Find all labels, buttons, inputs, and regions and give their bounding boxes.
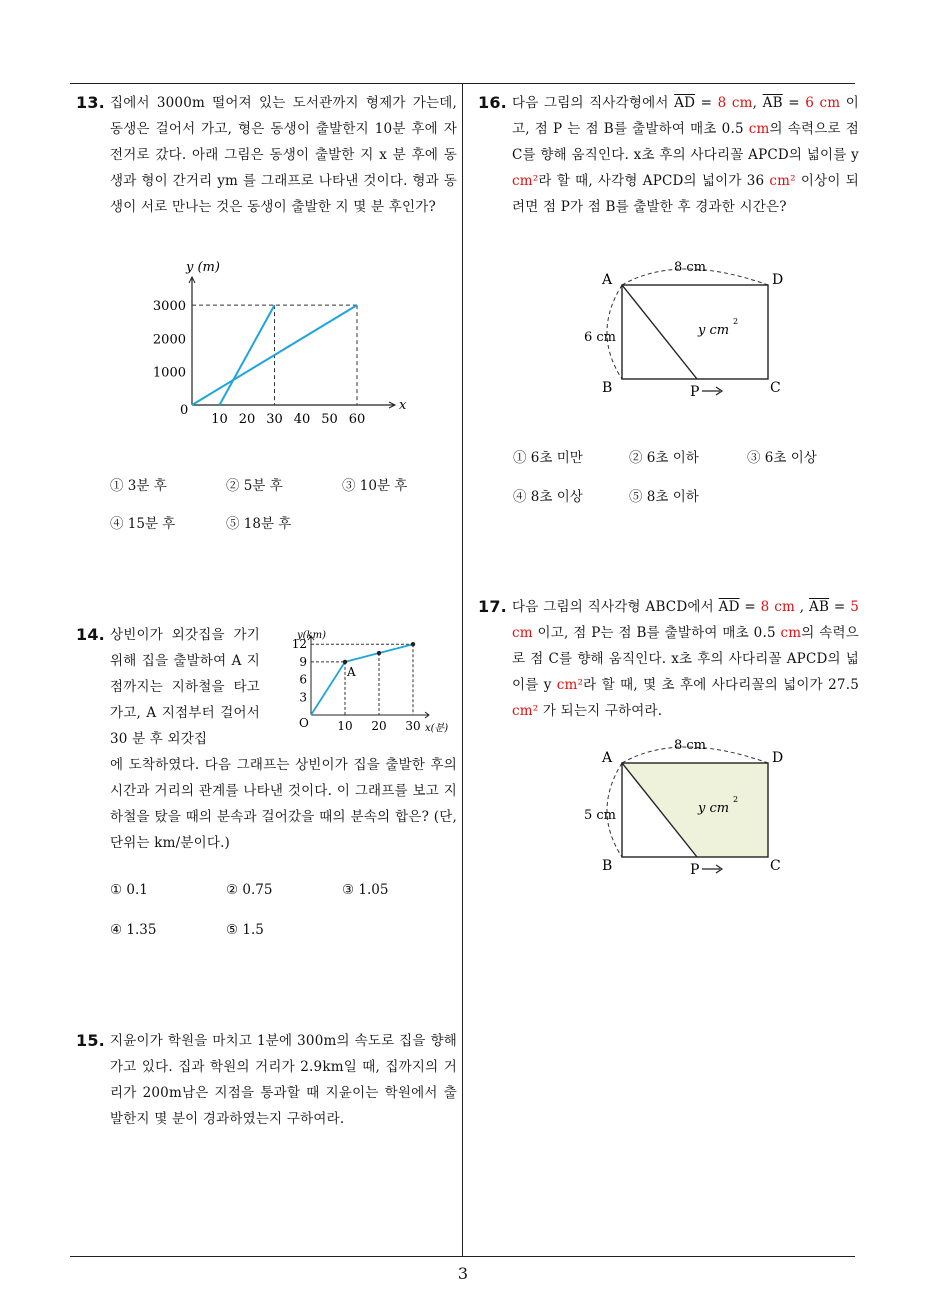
- bottom-rule: [70, 1256, 855, 1257]
- x-tick-label: 30: [405, 719, 421, 733]
- question-text: 에 도착하였다. 다음 그래프는 상빈이가 집을 출발한 후의 시간과 거리의 관계를 나타낸 것이다. 이 그래프를 보고 지하철을 탔을 때의 분속과 걸어갔을 때의 분속의 합은? (단, 단위는 km/분이다.): [110, 757, 457, 851]
- data-point: [343, 660, 347, 664]
- y-tick-label: 3: [299, 690, 307, 705]
- x-tick-label: 10: [337, 719, 353, 733]
- y-tick-label: 2000: [152, 332, 186, 348]
- label-b: B: [602, 858, 613, 874]
- choice-4[interactable]: ④ 8초 이상: [513, 489, 583, 505]
- label-c: C: [770, 380, 781, 396]
- choice-3[interactable]: ③ 6초 이상: [747, 450, 817, 466]
- question-text: 다음 그림의 직사각형 ABCD에서 $\overline{AD} = 8$ cm , $\overline{AB} = 5$ cm 이고, 점 P는 점 B를 출발하여 매초 0.5 cm의 속력으로 점 C를 향해 움직인다. x초 후의 사다리꼴 APCD의 넓이를 y cm²라 할 때, 몇 초 후에 사다리꼴의 넓이가 27.5 cm² 가 되는지 구하여라.: [512, 599, 859, 719]
- question-text: 다음 그림의 직사각형에서 $\overline{AD} = 8$ cm, $\overline{AB} = 6$ cm 이고, 점 P 는 점 B를 출발하여 매초 0.5 cm의 속력으로 점 C를 향해 움직인다. x초 후의 사다리꼴 APCD의 넓이를 y cm²라 할 때, 사각형 APCD의 넓이가 36 cm² 이상이 되려면 점 P가 점 B를 출발한 후 경과한 시간은?: [512, 95, 859, 215]
- y-tick-label: 1000: [152, 365, 186, 381]
- segment-ab: $\overline{AB}$: [762, 95, 783, 111]
- y-tick-label: 6: [299, 672, 307, 687]
- data-point: [377, 651, 381, 655]
- area-exponent: 2: [733, 795, 739, 804]
- question-16: [478, 90, 859, 220]
- y-tick-label: 3000: [152, 299, 186, 315]
- x-tick-label: 60: [348, 412, 366, 427]
- rectangle-apcd-diagram: [578, 255, 798, 405]
- distance-time-graph: [287, 626, 462, 741]
- origin-label: 0: [180, 403, 189, 418]
- page-number: 3: [457, 1264, 469, 1283]
- q17-rectangle-figure: [578, 733, 798, 887]
- side-length-label: 5 cm: [584, 808, 617, 823]
- area-exponent: 2: [733, 317, 739, 326]
- choice-5[interactable]: ⑤ 8초 이하: [629, 489, 699, 505]
- shaded-trapezoid: [622, 763, 768, 857]
- choice-2[interactable]: ② 5분 후: [226, 478, 283, 494]
- x-tick-label: 40: [293, 412, 311, 427]
- label-b: B: [602, 380, 613, 396]
- x-axis-label: x: [399, 398, 407, 413]
- question-13: [76, 90, 457, 220]
- series-line-2: [220, 305, 275, 405]
- choice-1[interactable]: ① 0.1: [110, 882, 148, 898]
- top-length-label: 8 cm: [674, 260, 707, 275]
- label-p: P: [690, 384, 700, 400]
- question-number: 13.: [76, 93, 105, 112]
- label-a: A: [602, 272, 613, 288]
- x-tick-label: 50: [321, 412, 338, 427]
- choice-2[interactable]: ② 6초 이하: [629, 450, 699, 466]
- question-number: 16.: [478, 93, 507, 112]
- x-tick-label: 10: [211, 412, 228, 427]
- segment-ad: $\overline{AD}$: [718, 599, 740, 615]
- data-point: [411, 642, 415, 646]
- trapezoid-apcd-diagram: [578, 733, 798, 883]
- x-tick-label: 20: [371, 719, 387, 733]
- choice-1[interactable]: ① 6초 미만: [513, 450, 583, 466]
- origin-label: O: [299, 716, 309, 730]
- x-axis-label: x(분): [425, 723, 449, 734]
- choice-4[interactable]: ④ 1.35: [110, 922, 157, 938]
- area-label: y cm: [698, 801, 730, 816]
- question-text: 지윤이가 학원을 마치고 1분에 300m의 속도로 집을 향해 가고 있다. 집과 학원의 거리가 2.9km일 때, 집까지의 거리가 200m남은 지점을 통과할 때 지윤이는 학원에서 출발한지 몇 분이 경과하였는지 구하여라.: [110, 1033, 457, 1127]
- choice-5[interactable]: ⑤ 18분 후: [226, 516, 292, 532]
- series-line: [311, 644, 413, 715]
- column-divider: [462, 83, 463, 1256]
- distance-time-graph: [140, 255, 430, 440]
- question-number: 15.: [76, 1031, 105, 1050]
- segment-ab: $\overline{AB}$: [809, 599, 830, 615]
- question-text-wrap: 상빈이가 외갓집을 가기 위해 집을 출발하여 A 지점까지는 지하철을 타고 가고, A 지점부터 걸어서 30 분 후 외갓집: [110, 627, 260, 747]
- question-17: [478, 594, 859, 724]
- point-a-label: A: [347, 664, 356, 679]
- y-axis-label: y(km): [297, 630, 326, 641]
- x-tick-label: 30: [266, 412, 283, 427]
- question-15: [76, 1028, 457, 1132]
- segment-ad: $\overline{AD}$: [674, 95, 696, 111]
- choice-1[interactable]: ① 3분 후: [110, 478, 167, 494]
- choice-2[interactable]: ② 0.75: [226, 882, 273, 898]
- x-tick-label: 20: [238, 412, 256, 427]
- label-d: D: [772, 272, 784, 288]
- y-axis-label: y (m): [186, 260, 220, 275]
- question-number: 17.: [478, 597, 507, 616]
- q16-rectangle-figure: [578, 255, 798, 409]
- question-text: 집에서 3000m 떨어져 있는 도서관까지 형제가 가는데, 동생은 걸어서 가고, 형은 동생이 출발한지 10분 후에 자전거로 갔다. 아래 그림은 동생이 출발한 지 x 분 후에 동생과 형이 간거리 ym 를 그래프로 나타낸 것이다. 형과 동생이 서로 만나는 것은 동생이 출발한 지 몇 분 후인가?: [110, 95, 457, 215]
- label-c: C: [770, 858, 781, 874]
- choice-3[interactable]: ③ 1.05: [342, 882, 389, 898]
- top-length-label: 8 cm: [674, 738, 707, 753]
- side-length-label: 6 cm: [584, 330, 617, 345]
- choice-4[interactable]: ④ 15분 후: [110, 516, 176, 532]
- choice-5[interactable]: ⑤ 1.5: [226, 922, 264, 938]
- area-label: y cm: [698, 323, 730, 338]
- label-p: P: [690, 862, 700, 878]
- y-tick-label: 9: [299, 654, 307, 669]
- y-tick-label: 12: [291, 637, 307, 652]
- question-number: 14.: [76, 625, 105, 644]
- q13-graph: [140, 255, 430, 444]
- q14-graph: [287, 626, 462, 745]
- label-d: D: [772, 750, 784, 766]
- label-a: A: [602, 750, 613, 766]
- choice-3[interactable]: ③ 10분 후: [342, 478, 408, 494]
